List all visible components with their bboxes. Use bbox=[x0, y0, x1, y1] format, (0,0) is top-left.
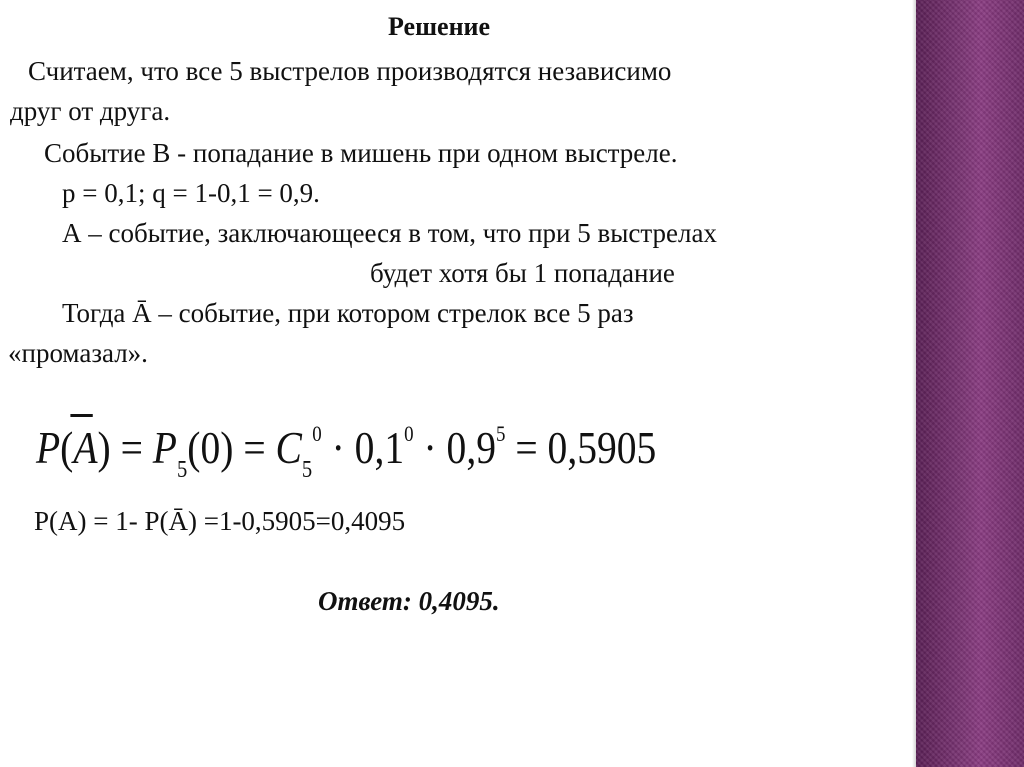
formula-p-not-a: P(A) bbox=[36, 418, 111, 478]
formula-p5-sub: 5 bbox=[176, 457, 188, 483]
formula-c-sup: 0 bbox=[312, 421, 322, 446]
formula-p5: P bbox=[152, 422, 177, 473]
decorative-side-band bbox=[916, 0, 1024, 767]
text-line-7: Тогда Ā – событие, при котором стрелок все 5 раз bbox=[62, 298, 634, 328]
text-line-1: Считаем, что все 5 выстрелов производятся независимо bbox=[28, 56, 672, 86]
answer-text: Ответ: 0,4095. bbox=[318, 586, 500, 616]
formula-c: C bbox=[275, 422, 302, 473]
probability-formula: $P(A) = P_5(0) = C_5^0 \cdot 0,1^0 \cdot 0,9^5 = 0,5905$ bbox=[36, 404, 552, 484]
formula-base-2: 0,9 bbox=[446, 422, 496, 473]
text-line-2: друг от друга. bbox=[10, 96, 171, 126]
formula-c-sub: 5 bbox=[301, 457, 313, 483]
text-line-8: «промазал». bbox=[8, 338, 148, 368]
formula-base-1: 0,1 bbox=[354, 422, 405, 473]
text-line-4: р = 0,1; q = 1-0,1 = 0,9. bbox=[62, 178, 320, 208]
formula-p5-arg: (0) bbox=[187, 422, 234, 473]
complement-equation: Р(А) = 1- Р(Ā) =1-0,5905=0,4095 bbox=[34, 506, 406, 536]
formula-exp-1: 0 bbox=[404, 421, 414, 446]
formula-exp-2: 5 bbox=[495, 421, 506, 446]
slide-title: Решение bbox=[388, 12, 491, 41]
text-line-3: Событие В - попадание в мишень при одном выстреле. bbox=[44, 138, 678, 168]
text-line-5: А – событие, заключающееся в том, что при 5 выстрелах bbox=[62, 218, 717, 248]
formula-result: 0,5905 bbox=[547, 422, 657, 473]
text-line-6: будет хотя бы 1 попадание bbox=[370, 258, 675, 288]
